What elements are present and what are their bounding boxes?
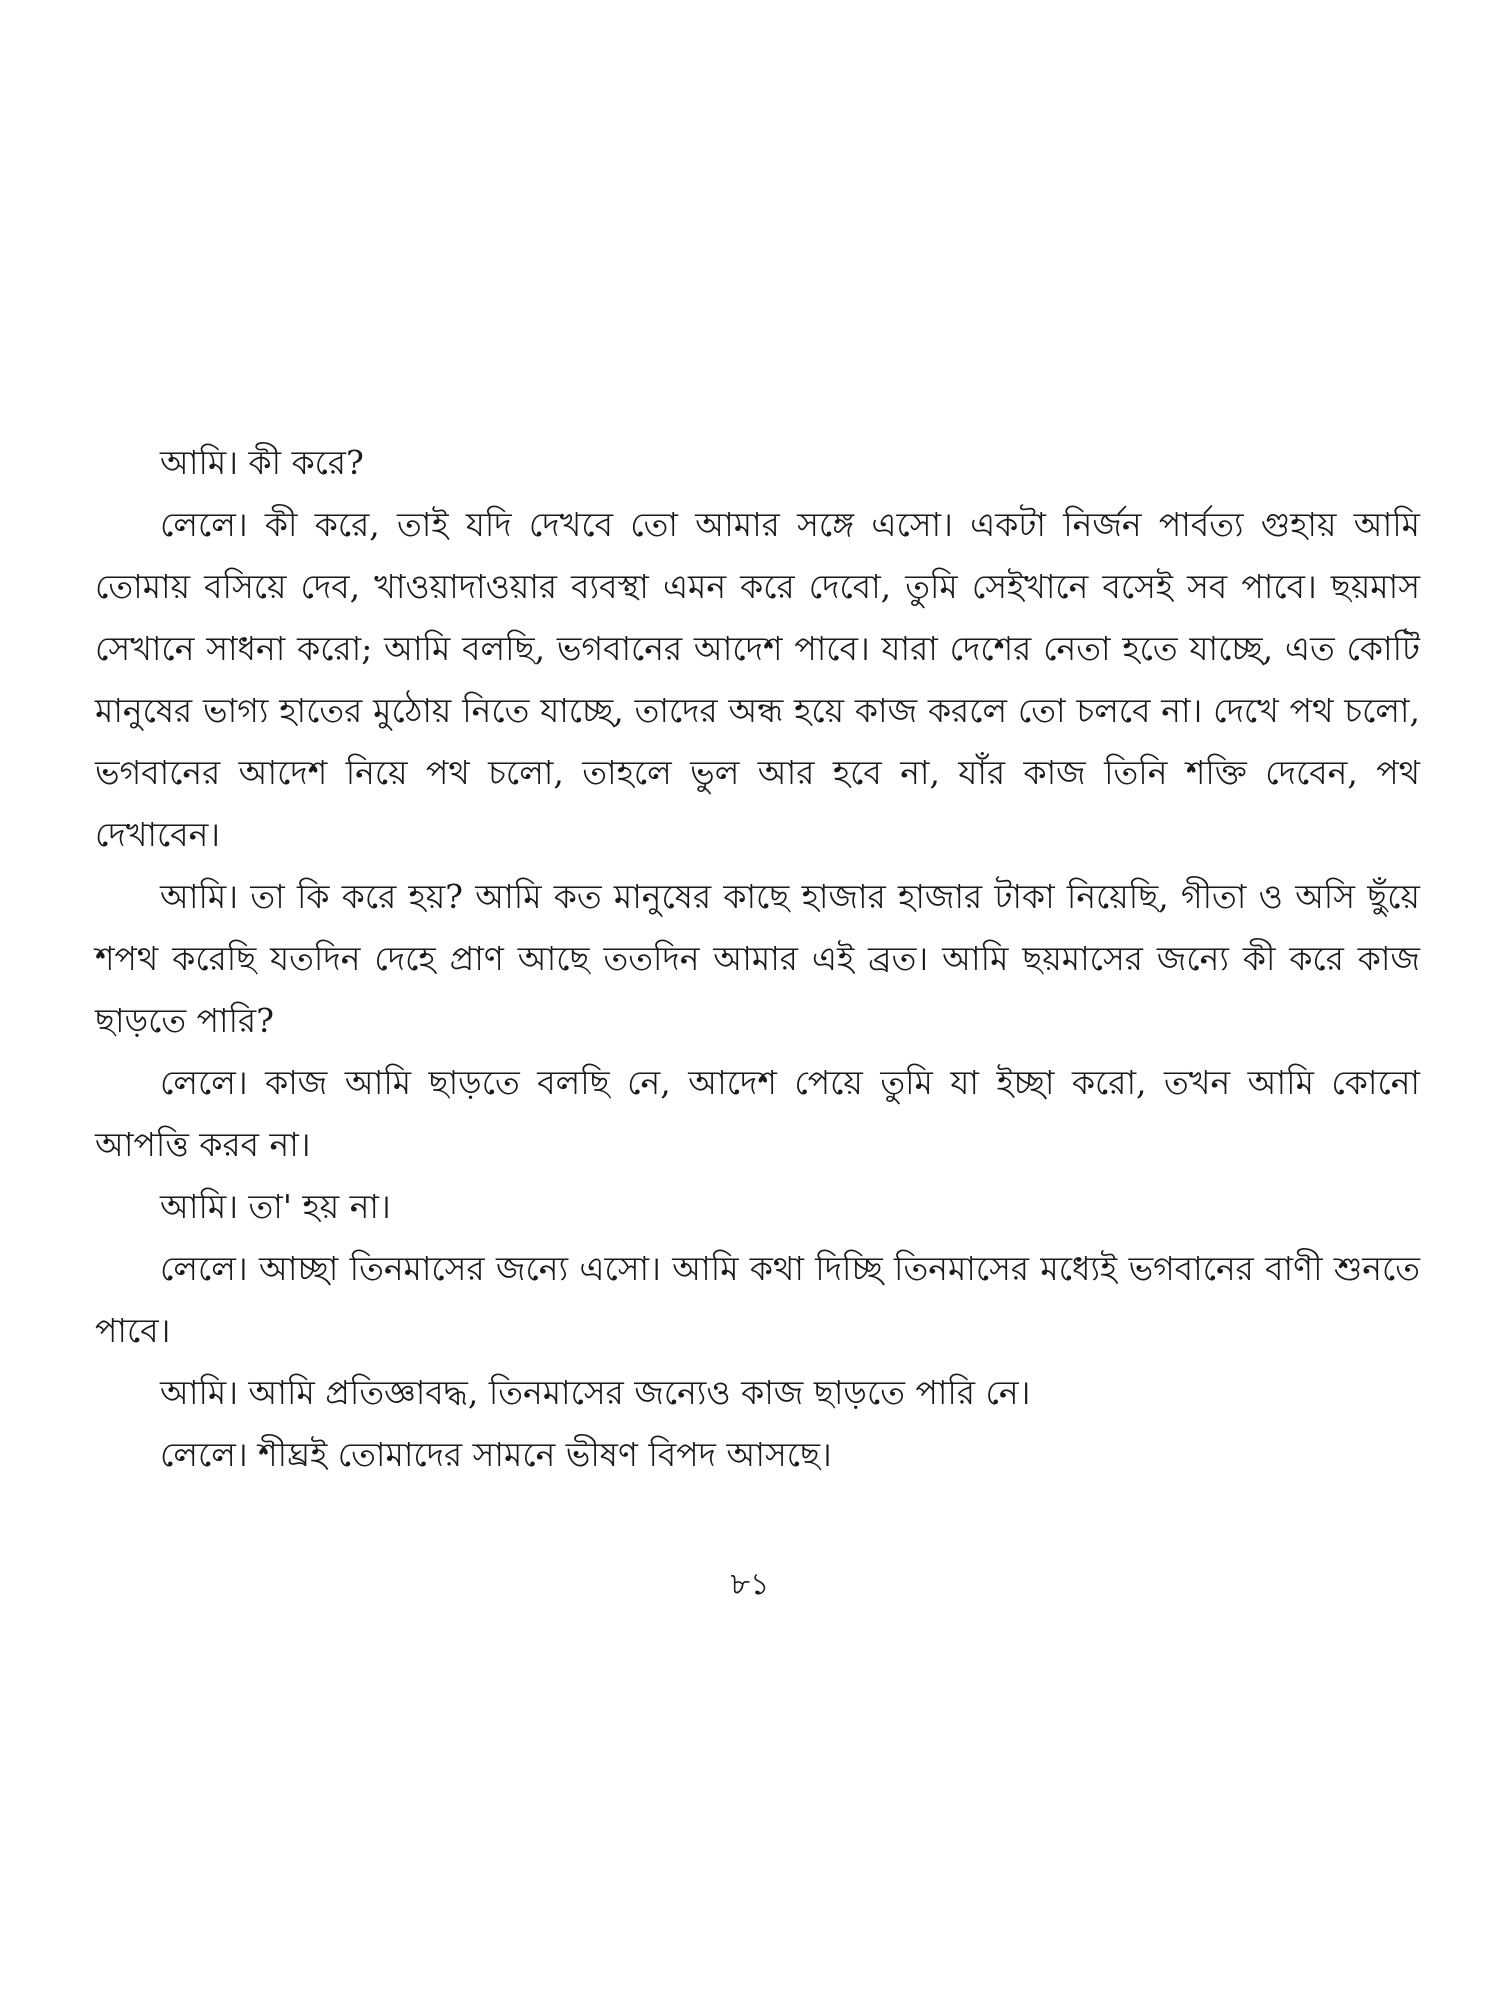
dialogue-paragraph: আমি। তা' হয় না। xyxy=(160,1187,391,1226)
dialogue-paragraph: লেলে। আচ্ছা তিনমাসের জন্যে এসো। আমি কথা দিচ্ছি তিনমাসের মধ্যেই ভগবানের বাণী শুনতে পাবে। xyxy=(95,1249,1420,1350)
dialogue-paragraph: আমি। আমি প্রতিজ্ঞাবদ্ধ, তিনমাসের জন্যেও কাজ ছাড়তে পারি নে। xyxy=(160,1373,1031,1412)
dialogue-paragraph: লেলে। কী করে, তাই যদি দেখবে তো আমার সঙ্গে এসো। একটা নির্জন পার্বত্য গুহায় আমি তোমায় বসিয়ে দেব, খাওয়াদাওয়ার ব্যবস্থা এমন করে দেবো, তুমি সেইখানে বসেই সব পাবে। ছয়মাস সেখানে সাধনা করো; আমি বলছি, ভগবানের আদেশ পাবে। যারা দেশের নেতা হতে যাচ্ছে, এত কোটি মানুষের ভাগ্য হাতের মুঠোয় নিতে যাচ্ছে, তাদের অন্ধ হয়ে কাজ করলে তো চলবে না। দেখে পথ চলো, ভগবানের আদেশ নিয়ে পথ চলো, তাহলে ভুল আর হবে না, যাঁর কাজ তিনি শক্তি দেবেন, পথ দেখাবেন। xyxy=(95,505,1420,854)
dialogue-paragraph: লেলে। শীঘ্রই তোমাদের সামনে ভীষণ বিপদ আসছে। xyxy=(160,1435,832,1474)
dialogue-paragraph: আমি। কী করে? xyxy=(160,443,364,482)
dialogue-paragraph: আমি। তা কি করে হয়? আমি কত মানুষের কাছে হাজার হাজার টাকা নিয়েছি, গীতা ও অসি ছুঁয়ে শপথ করেছি যতদিন দেহে প্রাণ আছে ততদিন আমার এই ব্রত। আমি ছয়মাসের জন্যে কী করে কাজ ছাড়তে পারি? xyxy=(95,877,1420,1040)
body-text xyxy=(95,432,1420,1486)
page-number: ৮১ xyxy=(730,1567,770,1602)
dialogue-paragraph: লেলে। কাজ আমি ছাড়তে বলছি নে, আদেশ পেয়ে তুমি যা ইচ্ছা করো, তখন আমি কোনো আপত্তি করব না। xyxy=(95,1063,1420,1164)
